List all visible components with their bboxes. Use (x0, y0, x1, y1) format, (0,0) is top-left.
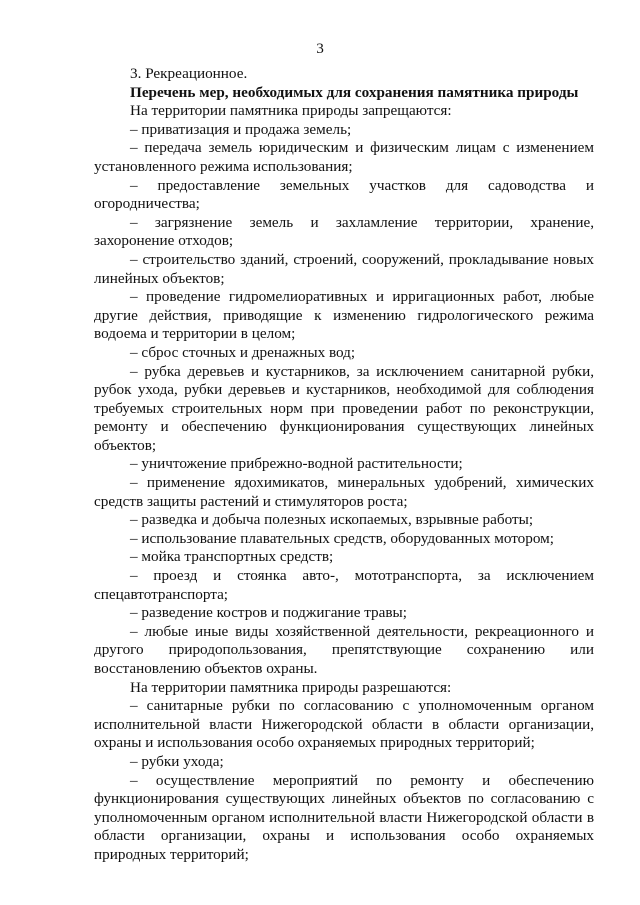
measures-heading: Перечень мер, необходимых для сохранения памятника природы (130, 83, 579, 101)
allowed-list (94, 697, 594, 864)
list-item: – сброс сточных и дренажных вод; (130, 343, 356, 361)
list-item: – загрязнение земель и захламление территории, хранение, захоронение отходов; (94, 213, 594, 250)
list-item: – любые иные виды хозяйственной деятельности, рекреационного и другого природопользования, препятствующие сохранению или восстановлению объектов охраны. (94, 622, 594, 677)
allowed-intro: На территории памятника природы разрешаются: (130, 678, 452, 696)
document-body (94, 65, 594, 865)
list-item: – санитарные рубки по согласованию с уполномоченным органом исполнительной власти Нижегородской области в области организации, охраны и использования особо охраняемых природных территорий; (94, 697, 594, 752)
list-item: – уничтожение прибрежно-водной растительности; (130, 455, 463, 473)
prohibited-intro: На территории памятника природы запрещаются: (130, 102, 452, 120)
list-item: – разведение костров и поджигание травы; (130, 604, 407, 622)
list-item: – рубка деревьев и кустарников, за исключением санитарной рубки, рубок ухода, рубки деревьев и кустарников, необходимой для соблюдения требуемых строительных норм при проведении работ по реконструкции, ремонту и обеспечению функционирования существующих линейных объектов; (94, 362, 594, 454)
list-item: – разведка и добыча полезных ископаемых, взрывные работы; (130, 511, 534, 529)
list-item: – передача земель юридическим и физическим лицам с изменением установленного режима использования; (94, 139, 594, 175)
list-item: – приватизация и продажа земель; (130, 120, 352, 138)
list-item: – рубки ухода; (130, 752, 224, 770)
list-item: – строительство зданий, строений, сооружений, прокладывание новых линейных объектов; (94, 250, 594, 287)
list-item: – предоставление земельных участков для садоводства и огородничества; (94, 176, 594, 213)
section-heading: 3. Рекреационное. (130, 65, 248, 82)
list-item: – осуществление мероприятий по ремонту и обеспечению функционирования существующих линейных объектов по согласованию с уполномоченным органом исполнительной власти Нижегородской области в области организации, охраны и использования особо охраняемых природных территорий; (94, 771, 594, 863)
list-item: – проезд и стоянка авто-, мототранспорта, за исключением спецавтотранспорта; (94, 567, 594, 603)
prohibited-list (94, 121, 594, 679)
list-item: – применение ядохимикатов, минеральных удобрений, химических средств защиты растений и стимуляторов роста; (94, 474, 594, 510)
page-number: 3 (316, 40, 324, 57)
list-item: – проведение гидромелиоративных и ирригационных работ, любые другие действия, приводящие к изменению гидрологического режима водоема и территории в целом; (94, 288, 594, 343)
list-item: – использование плавательных средств, оборудованных мотором; (130, 529, 555, 547)
list-item: – мойка транспортных средств; (130, 548, 334, 566)
